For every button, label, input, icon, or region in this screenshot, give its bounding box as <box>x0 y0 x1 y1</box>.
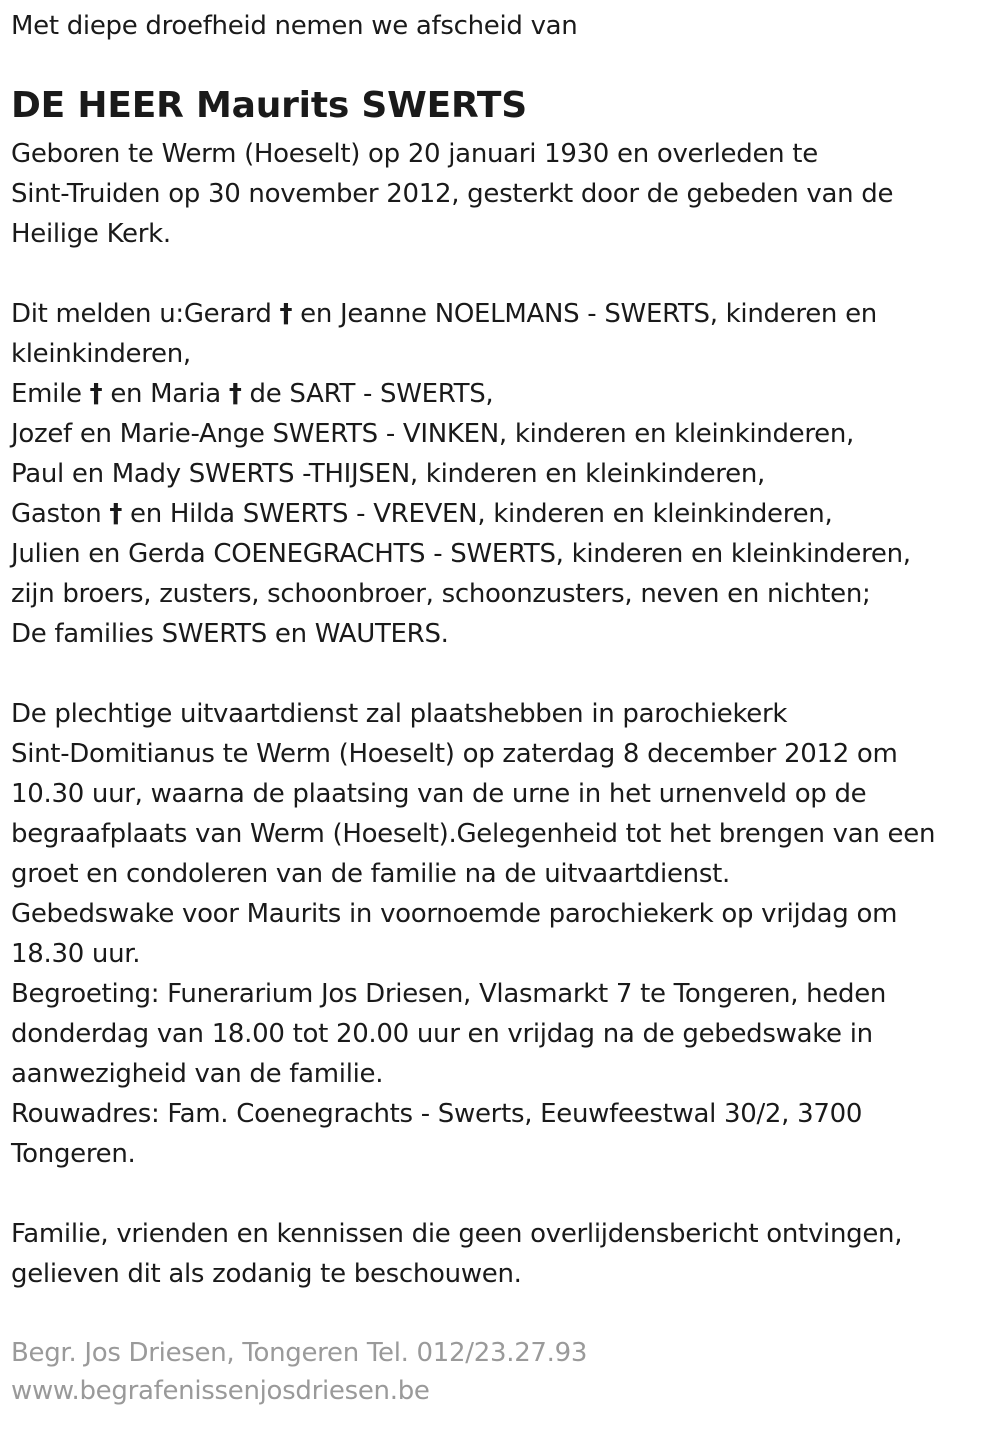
family-line: Julien en Gerda COENEGRACHTS - SWERTS, kinderen en kleinkinderen, <box>11 539 911 569</box>
cross-icon: † <box>89 379 103 409</box>
family-line: De families SWERTS en WAUTERS. <box>11 619 449 649</box>
service-line: Gebedswake voor Maurits in voornoemde parochiekerk op vrijdag om <box>11 899 898 929</box>
service-line: Begroeting: Funerarium Jos Driesen, Vlasmarkt 7 te Tongeren, heden <box>11 979 887 1009</box>
family-line <box>11 294 911 334</box>
service-line: Tongeren. <box>11 1139 136 1169</box>
family-line: Jozef en Marie-Ange SWERTS - VINKEN, kinderen en kleinkinderen, <box>11 419 855 449</box>
family-line: Paul en Mady SWERTS -THIJSEN, kinderen en kleinkinderen, <box>11 459 765 489</box>
service-line: begraafplaats van Werm (Hoeselt).Gelegenheid tot het brengen van een <box>11 819 936 849</box>
undertaker-info: Begr. Jos Driesen, Tongeren Tel. 012/23.27.93 <box>11 1338 588 1368</box>
service-line: De plechtige uitvaartdienst zal plaatshebben in parochiekerk <box>11 699 788 729</box>
closing-line: gelieven dit als zodanig te beschouwen. <box>11 1259 522 1289</box>
cross-icon: † <box>279 299 293 329</box>
service-details <box>11 694 935 1174</box>
family-line: kleinkinderen, <box>11 339 191 369</box>
birth-death-line: Geboren te Werm (Hoeselt) op 20 januari 1930 en overleden te <box>11 139 818 169</box>
closing-note <box>11 1214 902 1294</box>
family-text: de SART - SWERTS, <box>241 379 494 409</box>
birth-death-line: Heilige Kerk. <box>11 219 171 249</box>
intro-text: Met diepe droefheid nemen we afscheid van <box>11 11 578 41</box>
footer <box>11 1334 587 1410</box>
family-line <box>11 494 911 534</box>
birth-death-line: Sint-Truiden op 30 november 2012, gesterkt door de gebeden van de <box>11 179 894 209</box>
family-text: en Maria <box>102 379 229 409</box>
birth-death-paragraph <box>11 134 893 254</box>
closing-line: Familie, vrienden en kennissen die geen overlijdensbericht ontvingen, <box>11 1219 903 1249</box>
family-line: zijn broers, zusters, schoonbroer, schoonzusters, neven en nichten; <box>11 579 871 609</box>
family-text: Emile <box>11 379 90 409</box>
website-link[interactable]: www.begrafenissenjosdriesen.be <box>11 1376 430 1406</box>
service-line: Sint-Domitianus te Werm (Hoeselt) op zaterdag 8 december 2012 om <box>11 739 898 769</box>
service-line: Rouwadres: Fam. Coenegrachts - Swerts, Eeuwfeestwal 30/2, 3700 <box>11 1099 863 1129</box>
service-line: groet en condoleren van de familie na de uitvaartdienst. <box>11 859 730 889</box>
cross-icon: † <box>228 379 242 409</box>
cross-icon: † <box>109 499 123 529</box>
service-line: donderdag van 18.00 tot 20.00 uur en vrijdag na de gebedswake in <box>11 1019 873 1049</box>
service-line: aanwezigheid van de familie. <box>11 1059 384 1089</box>
family-line <box>11 374 911 414</box>
deceased-name: DE HEER Maurits SWERTS <box>11 85 528 126</box>
family-text: en Jeanne NOELMANS - SWERTS, kinderen en <box>292 299 877 329</box>
service-line: 10.30 uur, waarna de plaatsing van de urne in het urnenveld op de <box>11 779 867 809</box>
family-announcement <box>11 294 911 654</box>
service-line: 18.30 uur. <box>11 939 141 969</box>
family-text: Dit melden u:Gerard <box>11 299 280 329</box>
family-text: en Hilda SWERTS - VREVEN, kinderen en kleinkinderen, <box>122 499 833 529</box>
family-text: Gaston <box>11 499 110 529</box>
